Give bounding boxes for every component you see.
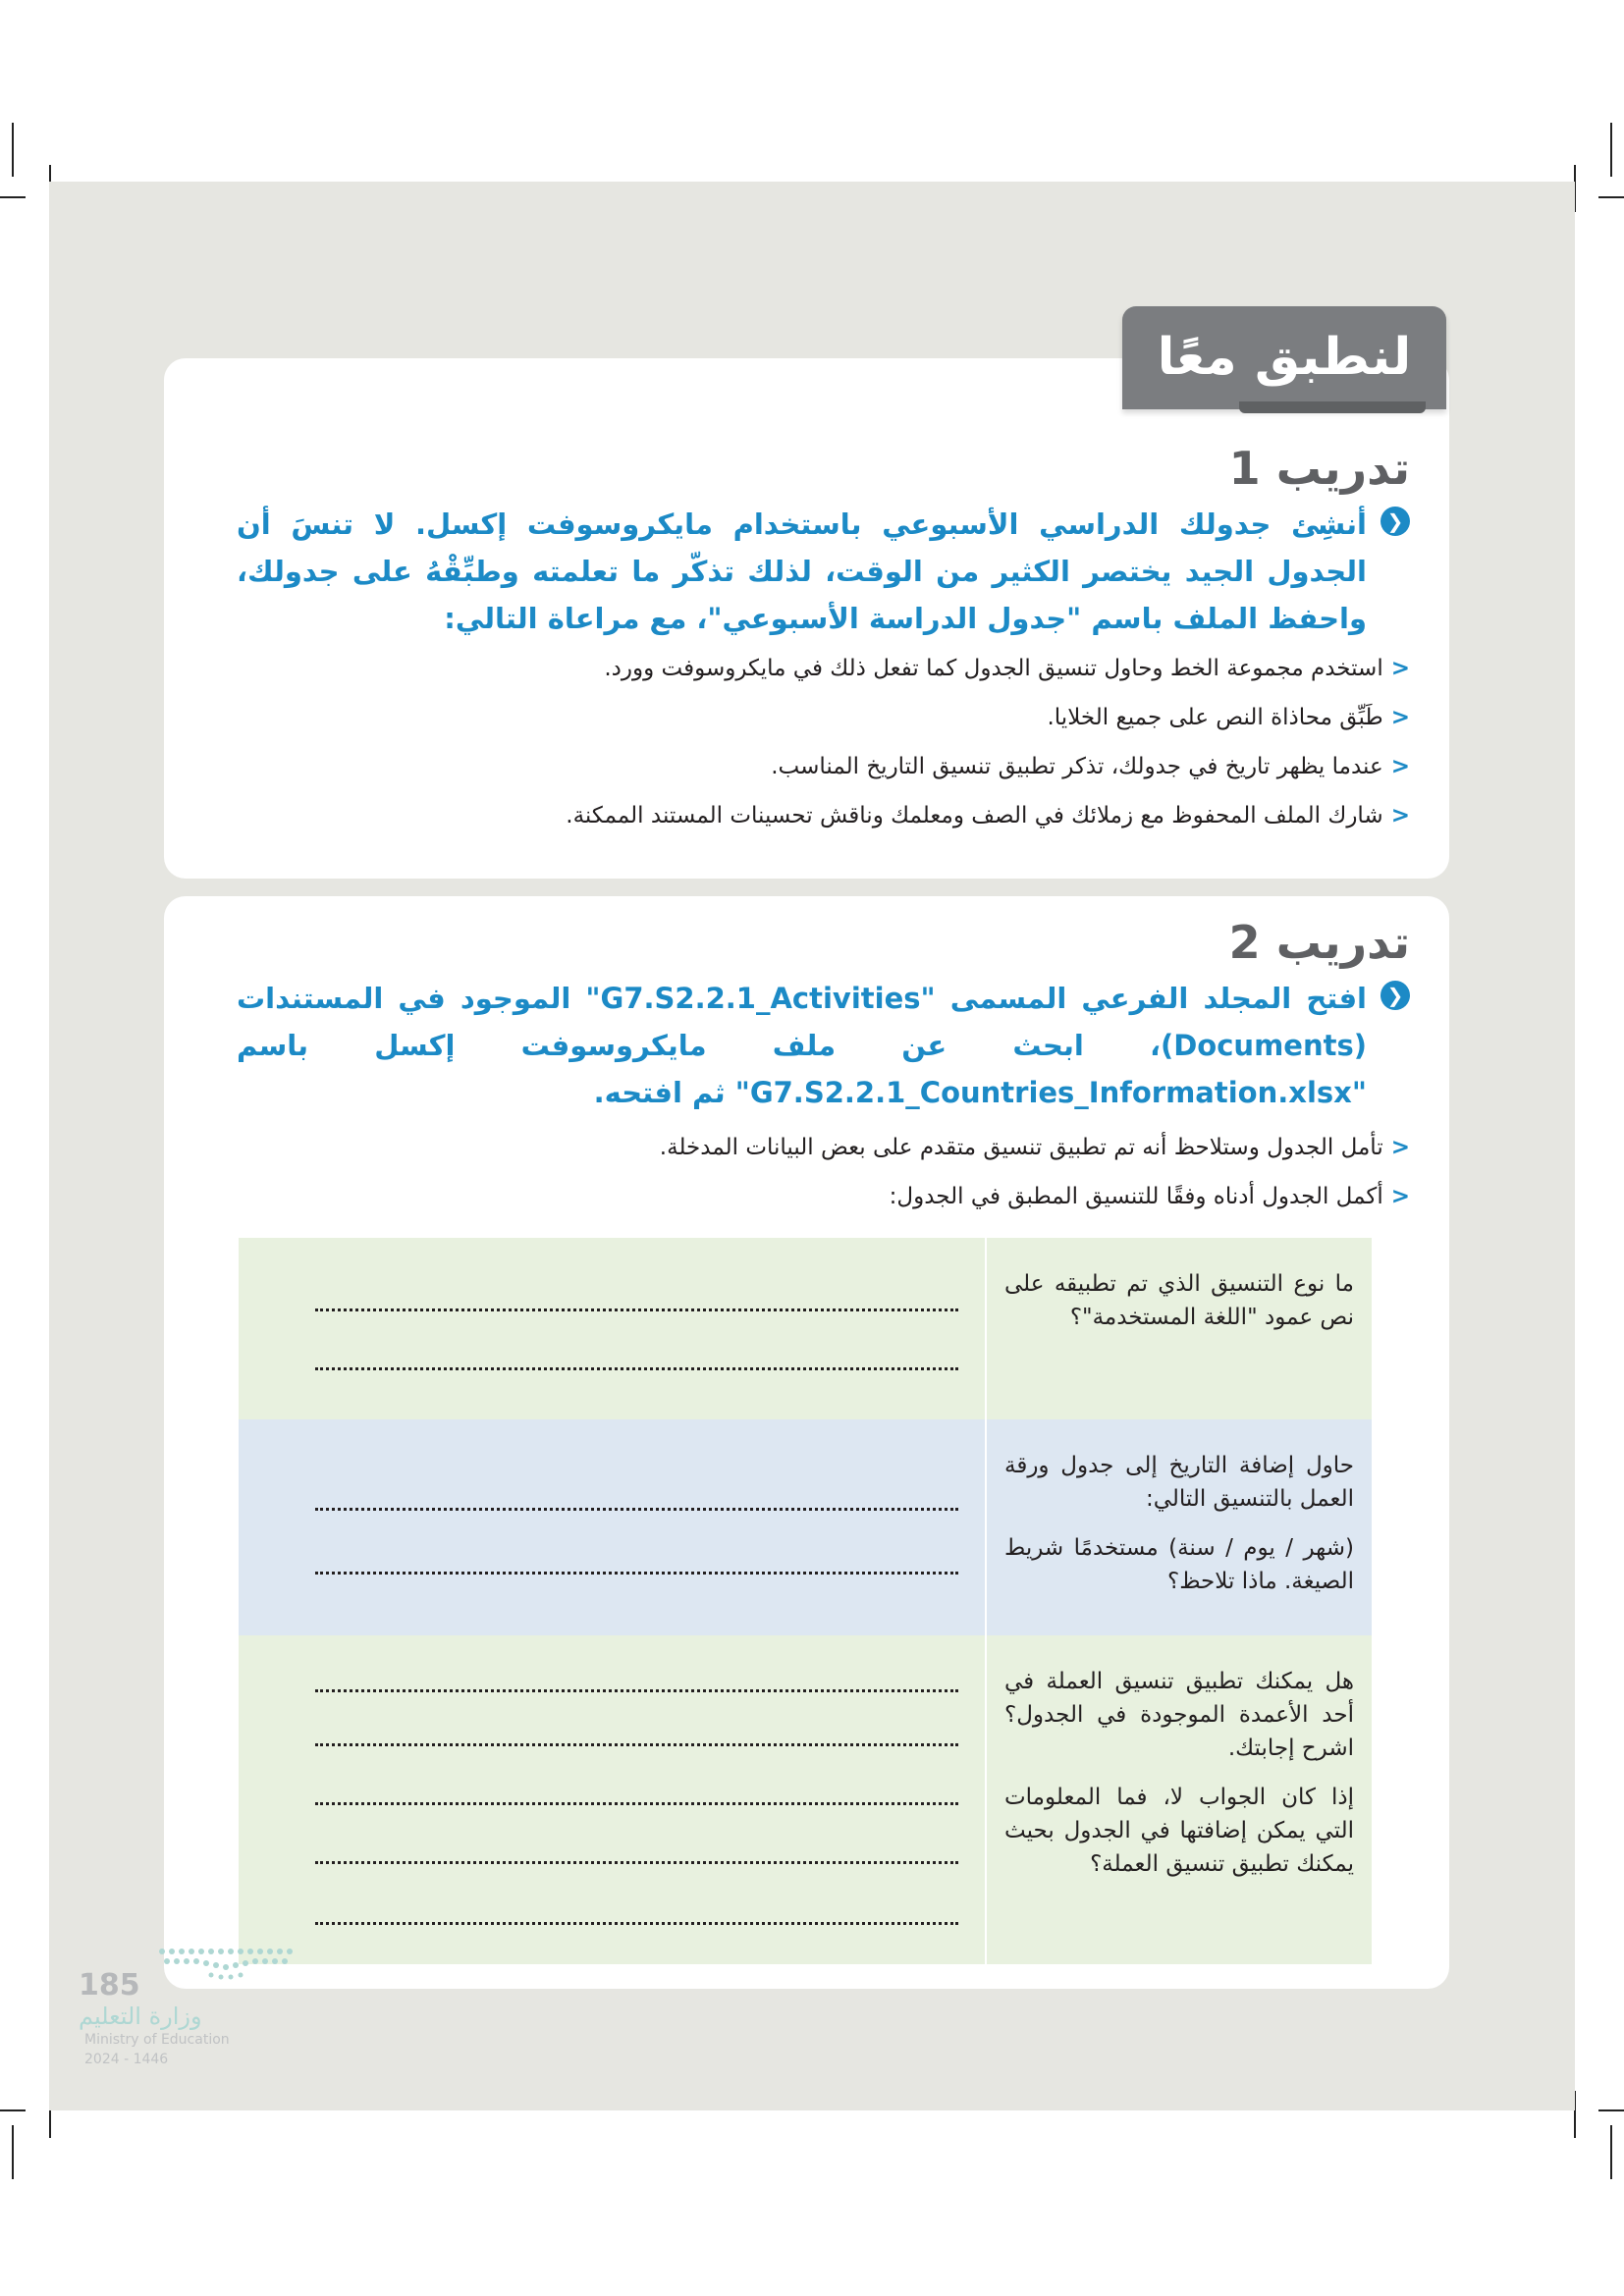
answer-line[interactable] <box>315 1773 958 1805</box>
crop-mark <box>12 2125 14 2179</box>
exercise-2-title: تدريب 2 <box>1228 916 1410 969</box>
exercise-1-lead: ❮ أنشِئ جدولك الدراسي الأسبوعي باستخدام مايكروسوفت إكسل. لا تنسَ أن الجدول الجيد يختصر الكثير من الوقت، لذلك تذكّر ما تعلمته وطبِّقْهُ على جدولك، واحفظ الملف باسم "جدول الدراسة الأسبوعي"، مع مراعاة التالي: <box>237 501 1410 642</box>
exercise-1-card <box>164 358 1449 879</box>
table-row <box>239 1238 1372 1419</box>
answer-cell <box>239 1635 985 1964</box>
banner-tab <box>1239 401 1426 413</box>
answer-line[interactable] <box>315 1542 958 1575</box>
crop-mark <box>1598 196 1624 198</box>
ministry-name-en: Ministry of Education <box>84 2032 230 2048</box>
question-cell: هل يمكنك تطبيق تنسيق العملة في أحد الأعمدة الموجودة في الجدول؟ اشرح إجابتك. إذا كان الجواب لا، فما المعلومات التي يمكن إضافتها في الجدول بحيث يمكنك تطبيق تنسيق العملة؟ <box>985 1635 1372 1964</box>
answer-table <box>239 1238 1372 1964</box>
answer-line[interactable] <box>315 1279 958 1311</box>
chevron-left-icon: < <box>1390 1135 1410 1160</box>
question-cell: ما نوع التنسيق الذي تم تطبيقه على نص عمود "اللغة المستخدمة"؟ <box>985 1238 1372 1419</box>
answer-line[interactable] <box>315 1893 958 1925</box>
table-row <box>239 1635 1372 1964</box>
section-banner: لنطبق معًا <box>1122 306 1446 409</box>
crop-mark <box>1610 123 1612 177</box>
edition-year: 2024 - 1446 <box>84 2052 169 2067</box>
crop-mark <box>1610 2125 1612 2179</box>
chevron-circle-left-icon: ❮ <box>1380 981 1410 1010</box>
exercise-2-bullet: <أكمل الجدول أدناه وفقًا للتنسيق المطبق في الجدول: <box>889 1184 1410 1209</box>
chevron-left-icon: < <box>1390 803 1410 828</box>
exercise-1-bullet: <عندما يظهر تاريخ في جدولك، تذكر تطبيق تنسيق التاريخ المناسب. <box>771 754 1410 779</box>
exercise-1-title: تدريب 1 <box>1228 442 1410 495</box>
question-cell: حاول إضافة التاريخ إلى جدول ورقة العمل بالتنسيق التالي: (شهر / يوم / سنة) مستخدمًا شريط الصيغة. ماذا تلاحظ؟ <box>985 1419 1372 1635</box>
chevron-left-icon: < <box>1390 754 1410 779</box>
answer-line[interactable] <box>315 1338 958 1370</box>
exercise-1-bullet: <شارك الملف المحفوظ مع زملائك في الصف ومعلمك وناقش تحسينات المستند الممكنة. <box>566 803 1410 828</box>
crop-mark <box>0 2109 26 2111</box>
exercise-1-bullet: <استخدم مجموعة الخط وحاول تنسيق الجدول كما تفعل ذلك في مايكروسوفت وورد. <box>604 656 1410 681</box>
exercise-2-bullet: <تأمل الجدول وستلاحظ أنه تم تطبيق تنسيق متقدم على بعض البيانات المدخلة. <box>659 1135 1410 1160</box>
table-row <box>239 1419 1372 1635</box>
crop-mark <box>0 196 26 198</box>
exercise-1-bullet: <طَبِّق محاذاة النص على جميع الخلايا. <box>1047 705 1410 730</box>
answer-line[interactable] <box>315 1478 958 1511</box>
chevron-left-icon: < <box>1390 656 1410 681</box>
ministry-name-ar: وزارة التعليم <box>79 2002 202 2030</box>
answer-line[interactable] <box>315 1832 958 1864</box>
page-number: 185 <box>79 1968 140 2002</box>
answer-line[interactable] <box>315 1714 958 1746</box>
crop-mark <box>12 123 14 177</box>
chevron-left-icon: < <box>1390 1184 1410 1209</box>
exercise-2-lead: ❮ افتح المجلد الفرعي المسمى "G7.S2.2.1_Activities" الموجود في المستندات (Documents)، ابحث عن ملف مايكروسوفت إكسل باسم "G7.S2.2.1_Countries_Information.xlsx" ثم افتحه. <box>237 975 1410 1116</box>
chevron-left-icon: < <box>1390 705 1410 730</box>
answer-line[interactable] <box>315 1660 958 1692</box>
answer-cell <box>239 1419 985 1635</box>
chevron-circle-left-icon: ❮ <box>1380 507 1410 536</box>
crop-mark <box>1598 2109 1624 2111</box>
ministry-logo-icon <box>152 1944 309 1998</box>
page-frame <box>49 182 1575 2110</box>
answer-cell <box>239 1238 985 1419</box>
